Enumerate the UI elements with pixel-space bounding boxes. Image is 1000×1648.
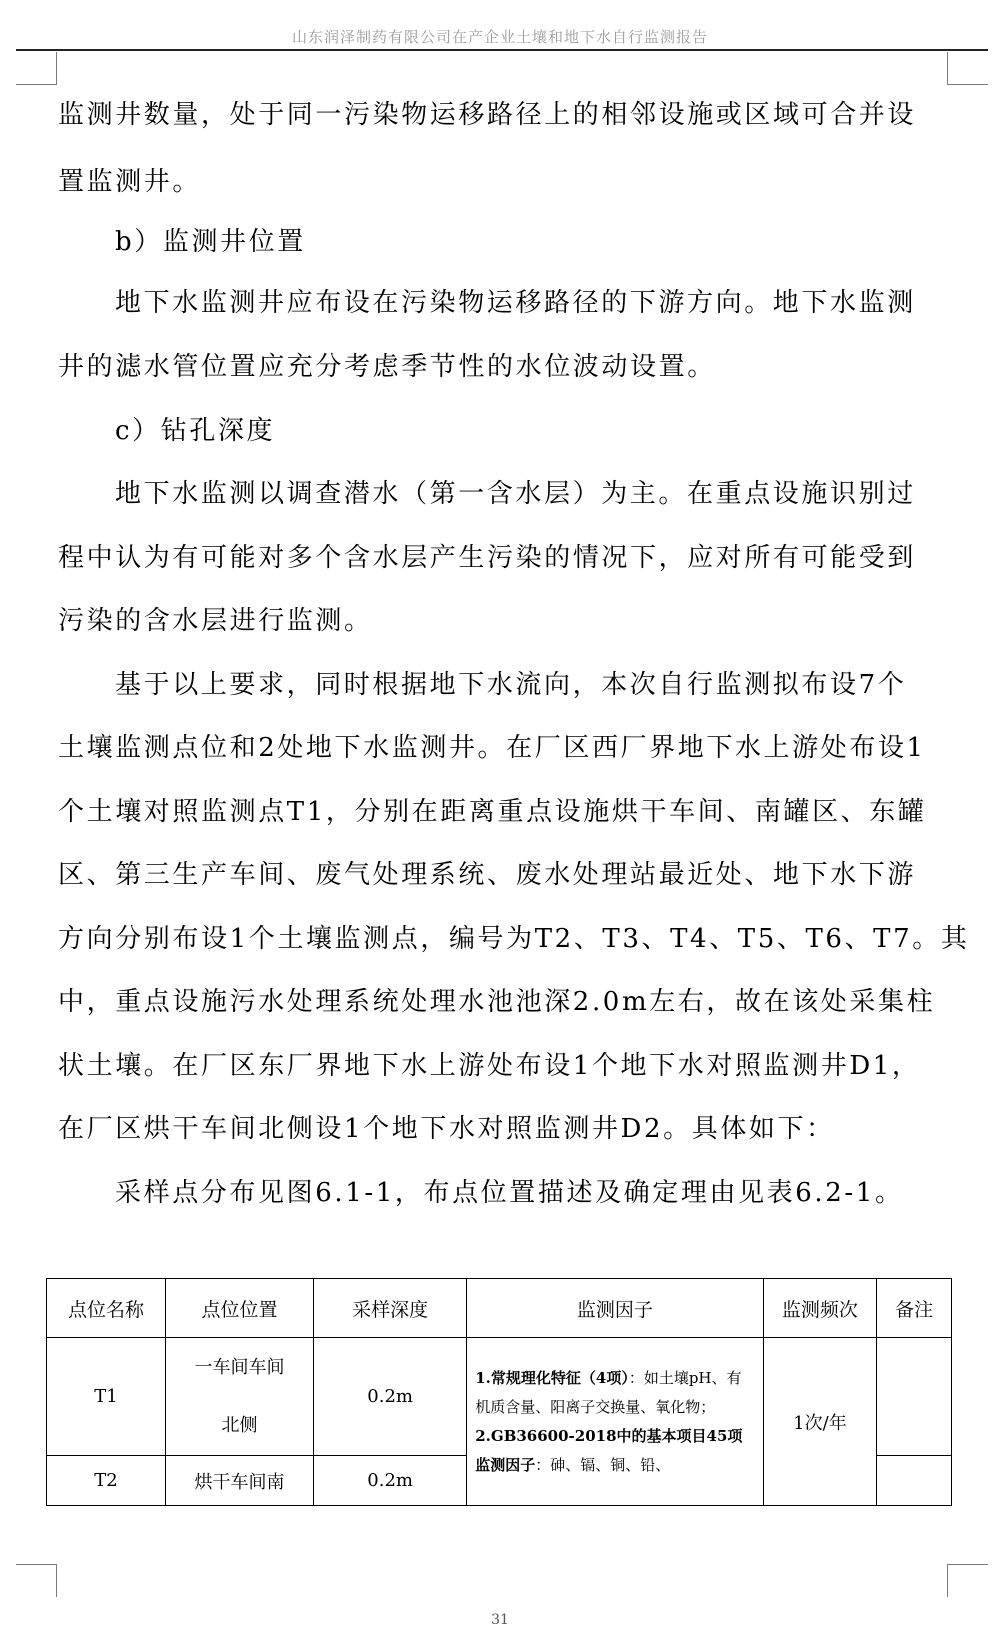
body-line: 状土壤。在厂区东厂界地下水上游处布设1个地下水对照监测井D1，: [58, 1051, 921, 1081]
body-line: 区、第三生产车间、废气处理系统、废水处理站最近处、地下水下游: [58, 860, 917, 890]
page-number: 31: [491, 1612, 509, 1628]
table-header-cell: 点位名称: [47, 1279, 166, 1338]
body-line: 监测井数量，处于同一污染物运移路径上的相邻设施或区域可合并设: [58, 100, 917, 130]
table-header-row: [47, 1279, 952, 1338]
body-line: 地下水监测以调查潜水（第一含水层）为主。在重点设施识别过: [115, 479, 916, 509]
table-row: [47, 1338, 952, 1456]
body-line: 方向分别布设1个土壤监测点，编号为T2、T3、T4、T5、T6、T7。其: [58, 924, 970, 954]
point-name-cell: T2: [47, 1456, 166, 1506]
point-location-cell: [165, 1338, 313, 1456]
sampling-point-table: [46, 1278, 952, 1506]
body-line: 土壤监测点位和2处地下水监测井。在厂区西厂界地下水上游处布设1: [58, 733, 926, 763]
body-line: 井的滤水管位置应充分考虑季节性的水位波动设置。: [58, 352, 716, 382]
location-line: 北侧: [221, 1414, 258, 1436]
table-header-cell: 监测频次: [763, 1279, 877, 1338]
body-line: 污染的含水层进行监测。: [58, 606, 373, 636]
monitoring-factor-cell: [467, 1338, 763, 1506]
body-line: 在厂区烘干车间北侧设1个地下水对照监测井D2。具体如下：: [58, 1114, 835, 1144]
table-header-cell: 备注: [877, 1279, 952, 1338]
body-line: 地下水监测井应布设在污染物运移路径的下游方向。地下水监测: [115, 288, 916, 318]
factor-part1-text: ：如土壤pH、有机质含量、阳离子交换量、氧化物；: [475, 1368, 742, 1416]
remark-cell: [877, 1456, 952, 1506]
frequency-cell: 1次/年: [763, 1338, 877, 1506]
section-heading: c）钻孔深度: [115, 416, 276, 446]
body-line: 程中认为有可能对多个含水层产生污染的情况下，应对所有可能受到: [58, 543, 917, 573]
body-line: 中，重点设施污水处理系统处理水池池深2.0m左右，故在该处采集柱: [58, 987, 936, 1017]
body-line: 个土壤对照监测点T1，分别在距离重点设施烘干车间、南罐区、东罐: [58, 797, 927, 827]
section-heading: b）监测井位置: [115, 227, 306, 257]
corner-mark-top-left: [16, 52, 57, 85]
factor-part2-text: ：砷、镉、铜、铅、: [535, 1455, 671, 1474]
point-name-cell: T1: [47, 1338, 166, 1456]
body-line: 基于以上要求，同时根据地下水流向，本次自行监测拟布设7个: [115, 670, 907, 700]
sampling-depth-cell: 0.2m: [314, 1456, 467, 1506]
corner-mark-bottom-left: [16, 1564, 57, 1597]
body-line: 置监测井。: [58, 167, 202, 197]
table-header-cell: 点位位置: [165, 1279, 313, 1338]
location-line: 一车间车间: [194, 1356, 285, 1378]
remark-cell: [877, 1338, 952, 1456]
table-header-cell: 采样深度: [314, 1279, 467, 1338]
body-line: 采样点分布见图6.1-1，布点位置描述及确定理由见表6.2-1。: [115, 1178, 904, 1208]
corner-mark-top-right: [947, 52, 988, 85]
table-header-cell: 监测因子: [467, 1279, 763, 1338]
header-rule: [16, 49, 988, 51]
factor-part2-bold: 2.GB36600-2018中的基本项目45项监测因子: [475, 1426, 743, 1474]
factor-part1-bold: 1.常规理化特征（4项）: [475, 1368, 629, 1387]
page-header-title: 山东润泽制药有限公司在产企业土壤和地下水自行监测报告: [291, 28, 708, 46]
corner-mark-bottom-right: [947, 1564, 988, 1597]
sampling-depth-cell: 0.2m: [314, 1338, 467, 1456]
point-location-cell: 烘干车间南: [165, 1456, 313, 1506]
